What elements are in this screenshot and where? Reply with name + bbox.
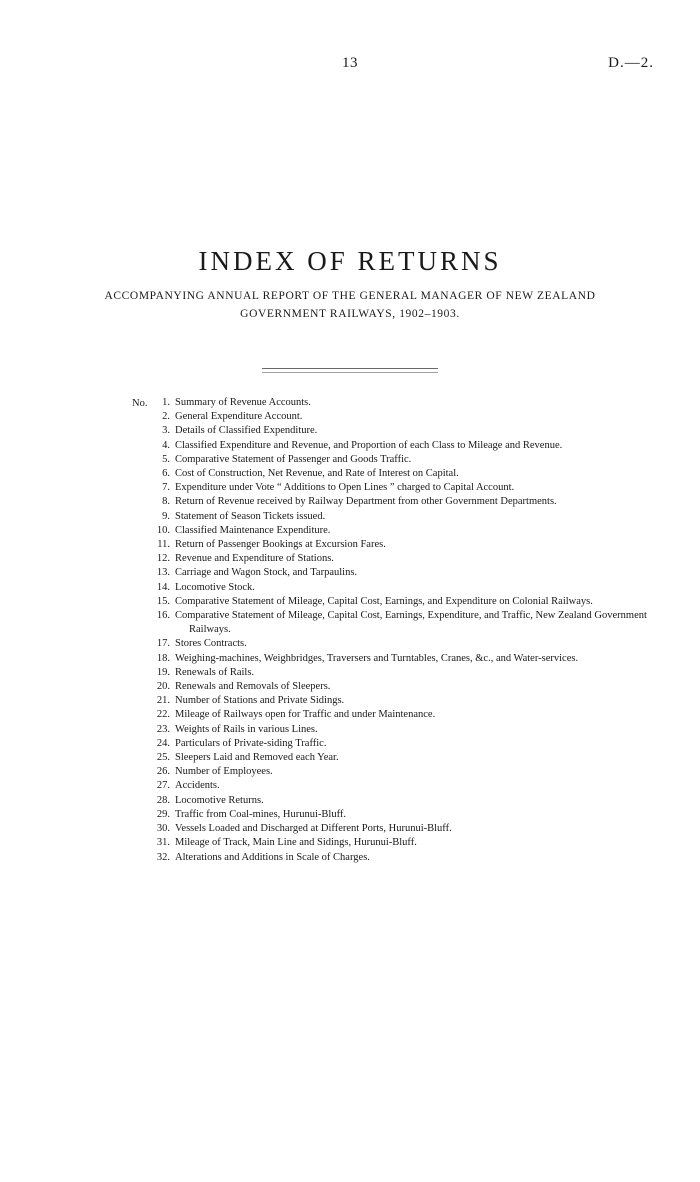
list-item	[138, 808, 678, 822]
list-item	[138, 439, 678, 453]
return-title: Weights of Rails in various Lines.	[175, 723, 318, 735]
return-title: Alterations and Additions in Scale of Charges.	[175, 851, 370, 863]
return-number: 14.	[156, 581, 170, 593]
return-title: Weighing-machines, Weighbridges, Traversers and Turntables, Cranes, &c., and Water-services.	[175, 652, 579, 664]
return-title: Stores Contracts.	[175, 638, 247, 650]
list-item	[138, 495, 678, 509]
return-number: 10.	[156, 524, 170, 536]
return-number: 26.	[156, 766, 170, 778]
return-number: 2.	[162, 411, 170, 423]
list-item	[138, 723, 678, 737]
list-item	[138, 637, 678, 651]
return-title: Comparative Statement of Mileage, Capital Cost, Earnings, Expenditure, and Traffic, New Zealand Government Railways.	[175, 610, 647, 636]
return-title: Revenue and Expenditure of Stations.	[175, 553, 334, 565]
return-title: Classified Expenditure and Revenue, and Proportion of each Class to Mileage and Revenue.	[175, 439, 563, 451]
list-item	[138, 510, 678, 524]
list-item	[138, 737, 678, 751]
return-title: Number of Stations and Private Sidings.	[175, 695, 345, 707]
list-item	[138, 552, 678, 566]
page-subtitle: ACCOMPANYING ANNUAL REPORT OF THE GENERAL MANAGER OF NEW ZEALAND GOVERNMENT RAILWAYS, 1902–1903.	[104, 290, 596, 320]
page-title: INDEX OF RETURNS	[198, 246, 502, 277]
return-number: 22.	[156, 709, 170, 721]
return-number: 7.	[162, 482, 170, 494]
list-item	[138, 822, 678, 836]
list-item	[138, 524, 678, 538]
return-title: Particulars of Private-siding Traffic.	[175, 737, 327, 749]
return-number: 6.	[162, 468, 170, 480]
no-label: No.	[132, 398, 148, 409]
list-item	[138, 708, 678, 722]
return-title: Details of Classified Expenditure.	[175, 425, 318, 437]
return-number: 1.	[162, 397, 170, 408]
list-item	[138, 581, 678, 595]
list-item	[138, 481, 678, 495]
return-number: 13.	[156, 567, 170, 579]
list-item	[138, 538, 678, 552]
return-number: 28.	[156, 794, 170, 806]
return-number: 20.	[156, 681, 170, 693]
return-title: Return of Passenger Bookings at Excursion Fares.	[175, 539, 386, 551]
title-divider	[262, 368, 438, 373]
return-title: Mileage of Railways open for Traffic and under Maintenance.	[175, 709, 436, 721]
return-title: Vessels Loaded and Discharged at Different Ports, Hurunui-Bluff.	[175, 823, 452, 835]
list-item	[138, 694, 678, 708]
return-number: 12.	[156, 553, 170, 565]
return-number: 15.	[156, 595, 170, 607]
list-item	[138, 566, 678, 580]
list-item	[138, 410, 678, 424]
return-title: Return of Revenue received by Railway Department from other Government Departments.	[175, 496, 557, 508]
return-number: 29.	[156, 808, 170, 820]
return-number: 31.	[156, 837, 170, 849]
return-number: 25.	[156, 752, 170, 764]
return-title: Expenditure under Vote “ Additions to Open Lines ” charged to Capital Account.	[175, 482, 515, 494]
list-item	[138, 666, 678, 680]
return-number: 9.	[162, 510, 170, 522]
list-item	[138, 836, 678, 850]
return-title: Comparative Statement of Passenger and Goods Traffic.	[175, 453, 412, 465]
return-title: Mileage of Track, Main Line and Sidings, Hurunui-Bluff.	[175, 837, 417, 849]
return-title: Locomotive Stock.	[175, 581, 255, 593]
list-item	[138, 765, 678, 779]
list-item	[138, 794, 678, 808]
return-title: Sleepers Laid and Removed each Year.	[175, 752, 339, 764]
return-number: 24.	[156, 737, 170, 749]
return-title: Renewals of Rails.	[175, 666, 255, 678]
return-title: Locomotive Returns.	[175, 794, 264, 806]
return-title: Cost of Construction, Net Revenue, and Rate of Interest on Capital.	[175, 468, 459, 480]
return-number: 32.	[156, 851, 170, 863]
list-item	[138, 851, 678, 865]
page-number: 13	[342, 55, 358, 71]
return-number: 23.	[156, 723, 170, 735]
return-number: 21.	[156, 695, 170, 707]
return-number: 8.	[162, 496, 170, 508]
return-number: 30.	[156, 823, 170, 835]
list-item	[138, 652, 678, 666]
return-title: Summary of Revenue Accounts.	[175, 397, 311, 408]
list-item	[138, 680, 678, 694]
document-reference: D.—2.	[608, 55, 654, 71]
return-number: 4.	[162, 439, 170, 451]
return-number: 18.	[156, 652, 170, 664]
return-title: Accidents.	[175, 780, 220, 792]
list-item	[138, 396, 678, 410]
return-number: 11.	[157, 539, 170, 551]
return-number: 19.	[156, 666, 170, 678]
return-title: Statement of Season Tickets issued.	[175, 510, 326, 522]
list-item	[138, 467, 678, 481]
list-item	[138, 453, 678, 467]
return-title: Traffic from Coal-mines, Hurunui-Bluff.	[175, 808, 346, 820]
return-number: 3.	[162, 425, 170, 437]
return-number: 16.	[156, 610, 170, 622]
list-item	[138, 609, 678, 637]
return-title: Comparative Statement of Mileage, Capital Cost, Earnings, and Expenditure on Colonial Railways.	[175, 595, 593, 607]
list-item	[138, 424, 678, 438]
list-item	[138, 751, 678, 765]
list-item	[138, 595, 678, 609]
return-number: 17.	[156, 638, 170, 650]
return-title: Number of Employees.	[175, 766, 273, 778]
return-title: Renewals and Removals of Sleepers.	[175, 681, 331, 693]
list-item	[138, 779, 678, 793]
return-number: 5.	[162, 453, 170, 465]
return-number: 27.	[156, 780, 170, 792]
returns-list	[138, 396, 678, 865]
return-title: General Expenditure Account.	[175, 411, 303, 423]
return-title: Carriage and Wagon Stock, and Tarpaulins.	[175, 567, 358, 579]
return-title: Classified Maintenance Expenditure.	[175, 524, 331, 536]
